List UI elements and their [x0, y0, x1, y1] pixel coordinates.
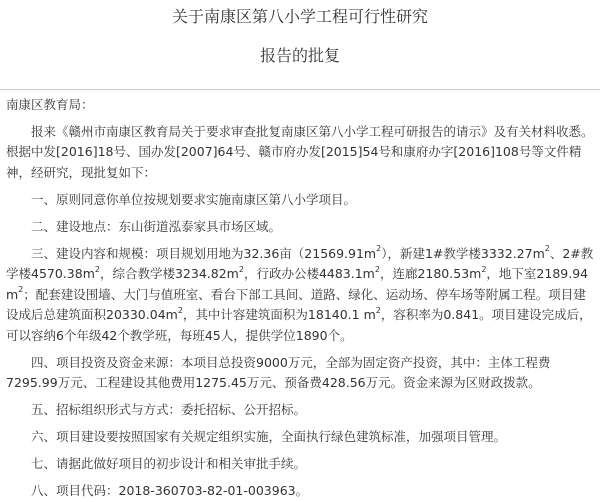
item-4: 四、项目投资及资金来源：本项目总投资9000万元，全部为固定资产投资，其中：主体工程费7295.99万元、工程建设其他费用1275.45万元、预备费428.56万元。资金来源为区财政拨款。	[6, 354, 551, 390]
superscript: 2	[544, 244, 550, 254]
document-title-line-1: 关于南康区第八小学工程可行性研究	[171, 7, 428, 26]
superscript: 2	[94, 264, 100, 274]
superscript: 2	[481, 264, 487, 274]
item-3-text: ，行政办公楼4483.1m	[243, 266, 375, 281]
item-3-text: ，容积率为0.841。项目建设完成后，可以容纳6个年级42个教学班，每班45人，提供学位1890个。	[6, 307, 592, 343]
superscript: 2	[238, 264, 244, 274]
addressee: 南康区教育局：	[6, 97, 94, 112]
item-3	[6, 244, 594, 347]
superscript: 2	[177, 305, 183, 315]
item-3-text: 三、建设内容和规模：项目规划用地为32.36亩（21569.91m	[31, 245, 377, 261]
item-7: 七、请据此做好项目的初步设计和相关审批手续。	[31, 456, 307, 471]
superscript: 2	[18, 285, 24, 295]
intro-paragraph: 报来《赣州市南康区教育局关于要求审查批复南康区第八小学工程可研报告的请示》及有关材料收悉。根据中发[2016]18号、国办发[2007]64号、赣市府办发[2015]54号和康府办字[2016]108号等文件精神，经研究，现批复如下：	[6, 123, 594, 180]
superscript: 2	[375, 305, 381, 315]
document-title-line-2: 报告的批复	[259, 46, 340, 65]
document-body	[6, 95, 594, 502]
superscript: 2	[376, 244, 382, 254]
item-5: 五、招标组织形式与方式：委托招标、公开招标。	[31, 402, 307, 417]
item-3-text: ，综合教学楼3234.82m	[99, 266, 239, 281]
item-3-text: ，其中计容建筑面积为18140.1 m	[182, 307, 376, 322]
item-3-text: ），新建1#教学楼3332.27m	[381, 245, 545, 261]
item-3-text: ；配套建设围墙、大门与值班室、看台下部工具间、道路、绿化、运动场、停车场等附属工程。项目建设成后总建筑面积20330.04m	[6, 286, 586, 322]
superscript: 2	[374, 264, 380, 274]
divider	[0, 89, 600, 90]
item-3-text: ，连廊2180.53m	[379, 266, 482, 281]
item-2: 二、建设地点：东山街道泓泰家具市场区域。	[31, 218, 282, 234]
item-3-text: 、2#教学楼4570.38m	[6, 245, 594, 281]
item-3-text: ，地下室2189.94 m	[6, 266, 589, 302]
item-1: 一、原则同意你单位按规划要求实施南康区第八小学项目。	[31, 191, 357, 207]
item-8: 八、项目代码：2018-360703-82-01-003963。	[31, 483, 309, 498]
item-6: 六、项目建设要按照国家有关规定组织实施，全面执行绿色建筑标准，加强项目管理。	[31, 429, 507, 444]
